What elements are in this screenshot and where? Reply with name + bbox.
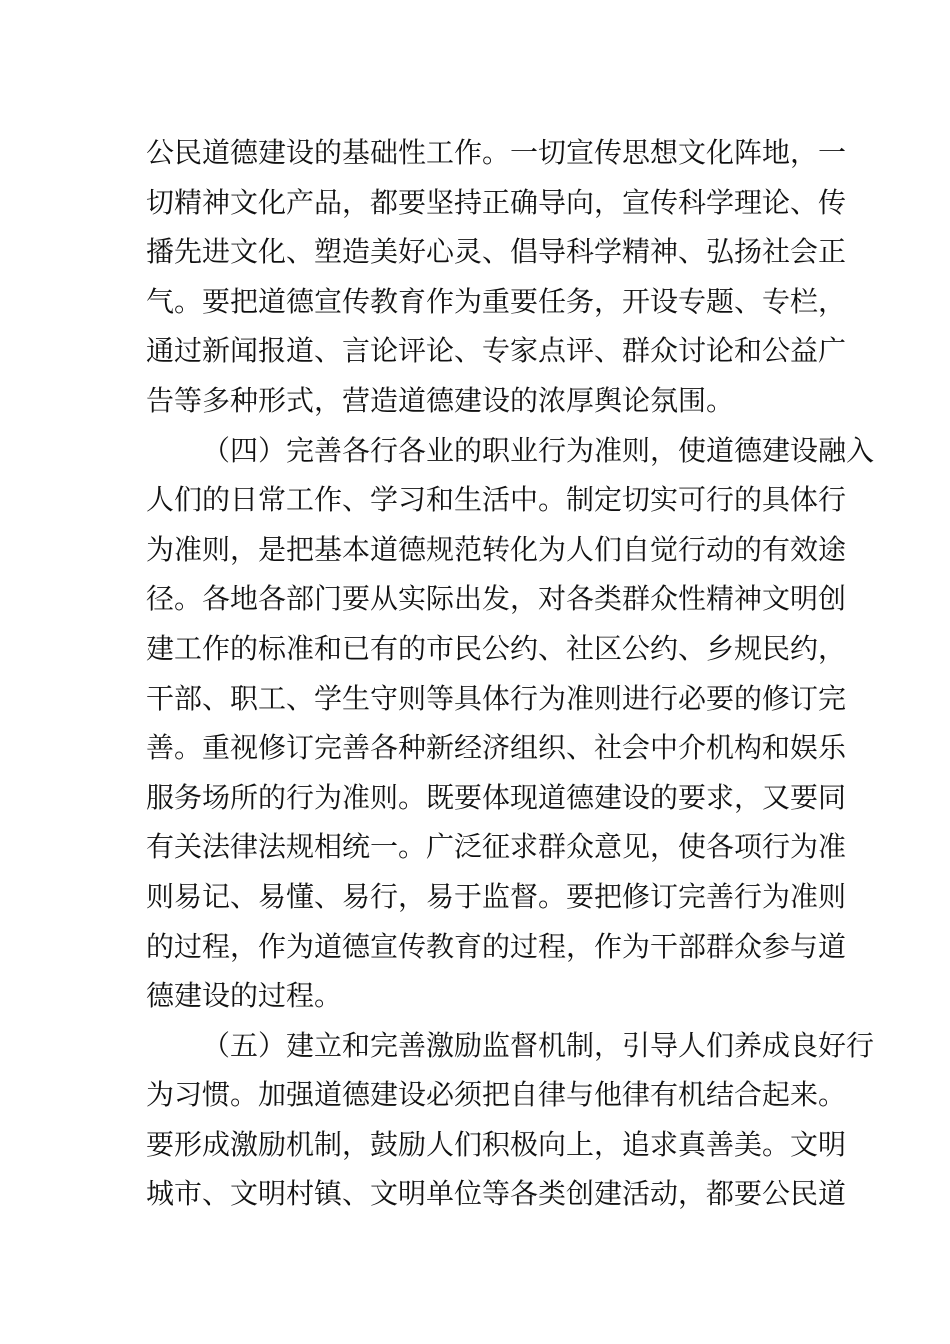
text-line: 建工作的标准和已有的市民公约、社区公约、乡规民约， (146, 631, 847, 665)
text-line: 切精神文化产品，都要坚持正确导向，宣传科学理论、传 (146, 185, 847, 219)
text-line: 干部、职工、学生守则等具体行为准则进行必要的修订完 (146, 681, 847, 715)
text-line: 服务场所的行为准则。既要体现道德建设的要求，又要同 (146, 780, 847, 814)
section-heading-line: （四）完善各行各业的职业行为准则，使道德建设融入 (202, 433, 875, 467)
text-line: 城市、文明村镇、文明单位等各类创建活动，都要公民道 (146, 1177, 847, 1211)
text-line: 善。重视修订完善各种新经济组织、社会中介机构和娱乐 (146, 731, 847, 765)
text-line: 径。各地各部门要从实际出发，对各类群众性精神文明创 (146, 582, 847, 616)
text-line: 公民道德建设的基础性工作。一切宣传思想文化阵地，一 (146, 136, 847, 169)
text-line: 播先进文化、塑造美好心灵、倡导科学精神、弘扬社会正 (146, 235, 847, 269)
text-line: 气。要把道德宣传教育作为重要任务，开设专题、专栏， (146, 284, 847, 318)
text-line: 要形成激励机制，鼓励人们积极向上，追求真善美。文明 (146, 1127, 847, 1161)
text-line: 通过新闻报道、言论评论、专家点评、群众讨论和公益广 (146, 334, 847, 368)
text-line: 人们的日常工作、学习和生活中。制定切实可行的具体行 (146, 483, 847, 517)
text-line: 告等多种形式，营造道德建设的浓厚舆论氛围。 (146, 383, 735, 417)
text-line: 为准则，是把基本道德规范转化为人们自觉行动的有效途 (146, 532, 847, 566)
text-line: 为习惯。加强道德建设必须把自律与他律有机结合起来。 (146, 1078, 847, 1112)
text-line: 有关法律法规相统一。广泛征求群众意见，使各项行为准 (146, 830, 847, 864)
text-line: 则易记、易懂、易行，易于监督。要把修订完善行为准则 (146, 879, 847, 913)
text-line: 的过程，作为道德宣传教育的过程，作为干部群众参与道 (146, 929, 847, 963)
section-heading-line: （五）建立和完善激励监督机制，引导人们养成良好行 (202, 1028, 875, 1062)
text-line: 德建设的过程。 (146, 979, 343, 1013)
body-text (146, 128, 875, 1219)
